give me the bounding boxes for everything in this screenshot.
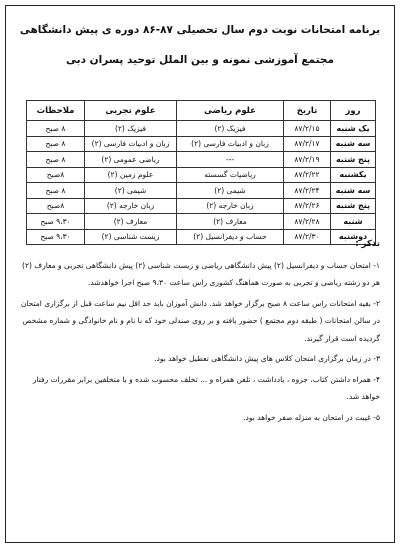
day-cell: پنج شنبه: [331, 198, 376, 214]
time-cell: ۸صبح: [27, 167, 85, 183]
table-row: [27, 167, 376, 183]
science-subject-cell: شیمی (۲): [85, 183, 177, 199]
science-subject-cell: فیزیک (۲): [85, 121, 177, 137]
time-cell: ۸ صبح: [27, 152, 85, 168]
science-subject-cell: ریاضی عمومی (۲): [85, 152, 177, 168]
day-cell: پنج شنبه: [331, 152, 376, 168]
time-cell: ۹،۳۰ صبح: [27, 229, 85, 245]
note-item: ۴- همراه داشتن کتاب، جزوه ، یادداشت ، تلفن همراه و ... تخلف محسوب شده و با متخلفین برابر مقررات رفتار خواهد شد.: [32, 374, 380, 401]
science-subject-cell: زبان خارجه (۲): [85, 198, 177, 214]
col-header-date: تاریخ: [284, 101, 331, 121]
note-item: ۱- امتحان حساب و دیفرانسیل (۲) پیش دانشگاهی ریاضی و زیست شناسی (۲) پیش دانشگاهی تجربی و معارف (۲) هر دو رشته ریاضی و تجربی به صورت هماهنگ کشوری راس ساعت ۹،۳۰ صبح اجرا خواهدشد.: [22, 260, 380, 287]
table-row: [27, 214, 376, 230]
date-cell: ۸۷/۲/۲۶: [284, 198, 331, 214]
science-subject-cell: زیست شناسی (۲): [85, 229, 177, 245]
date-cell: ۸۷/۲/۱۷: [284, 136, 331, 152]
exam-schedule-table: [26, 100, 376, 245]
date-cell: ۸۷/۲/۲۴: [284, 183, 331, 199]
date-cell: ۸۷/۲/۲۲: [284, 167, 331, 183]
time-cell: ۸صبح: [27, 198, 85, 214]
time-cell: ۸ صبح: [27, 121, 85, 137]
col-header-notes: ملاحظات: [27, 101, 85, 121]
math-subject-cell: شیمی (۲): [177, 183, 284, 199]
math-subject-cell: زبان و ادبیات فارسی (۲): [177, 136, 284, 152]
table-header-row: [27, 101, 376, 121]
date-cell: ۸۷/۲/۱۵: [284, 121, 331, 137]
day-cell: سه شنبه: [331, 136, 376, 152]
math-subject-cell: معارف (۲): [177, 214, 284, 230]
notes-section: [20, 236, 380, 426]
table-row: [27, 136, 376, 152]
science-subject-cell: معارف (۲): [85, 214, 177, 230]
exam-schedule-title: برنامه امتحانات نوبت دوم سال تحصیلی ۸۷-۸۶ دوره ی پیش دانشگاهی: [19, 24, 381, 36]
col-header-math: علوم ریاضی: [177, 101, 284, 121]
day-cell: شنبه: [331, 214, 376, 230]
col-header-science: علوم تجربی: [85, 101, 177, 121]
time-cell: ۹،۳۰ صبح: [27, 214, 85, 230]
math-subject-cell: ---: [177, 152, 284, 168]
science-subject-cell: زبان و ادبیات فارسی (۲): [85, 136, 177, 152]
table-row: [27, 198, 376, 214]
col-header-day: روز: [331, 101, 376, 121]
note-item: ۵- غیبت در امتحان به منزله صفر خواهد بود.: [243, 412, 380, 422]
math-subject-cell: حساب و دیفرانسیل (۲): [177, 229, 284, 245]
time-cell: ۸ صبح: [27, 183, 85, 199]
math-subject-cell: فیزیک (۲): [177, 121, 284, 137]
math-subject-cell: ریاضیات گسسته: [177, 167, 284, 183]
day-cell: سه شنبه: [331, 183, 376, 199]
math-subject-cell: زبان خارجه (۲): [177, 198, 284, 214]
note-item: ۳- در زمان برگزاری امتحان کلاس های پیش دانشگاهی تعطیل خواهد بود.: [154, 354, 380, 363]
date-cell: ۸۷/۲/۱۹: [284, 152, 331, 168]
notes-heading: تذکر :: [355, 239, 380, 249]
table-row: [27, 183, 376, 199]
table-row: [27, 121, 376, 137]
note-item: ۲- بقیه امتحانات راس ساعت ۸ صبح برگزار خواهد شد. دانش آموزان باید حد اقل نیم ساعت قبل از برگزاری امتحان در سالن امتحانات ( طبقه دوم مجتمع ) حضور یافته و بر روی صندلی خود که با نام و نام خانوادگی و شماره مشخص گردیده است قرار گیرند.: [20, 298, 380, 343]
day-cell: دوشنبه: [331, 229, 376, 245]
science-subject-cell: علوم زمین (۲): [85, 167, 177, 183]
date-cell: ۸۷/۲/۲۸: [284, 214, 331, 230]
time-cell: ۸ صبح: [27, 136, 85, 152]
school-name: مجتمع آموزشی نمونه و بین الملل توحید پسران دبی: [66, 54, 334, 66]
date-cell: ۸۷/۲/۳۰: [284, 229, 331, 245]
day-cell: یکشنبه: [331, 167, 376, 183]
day-cell: یک شنبه: [331, 121, 376, 137]
table-row: [27, 152, 376, 168]
